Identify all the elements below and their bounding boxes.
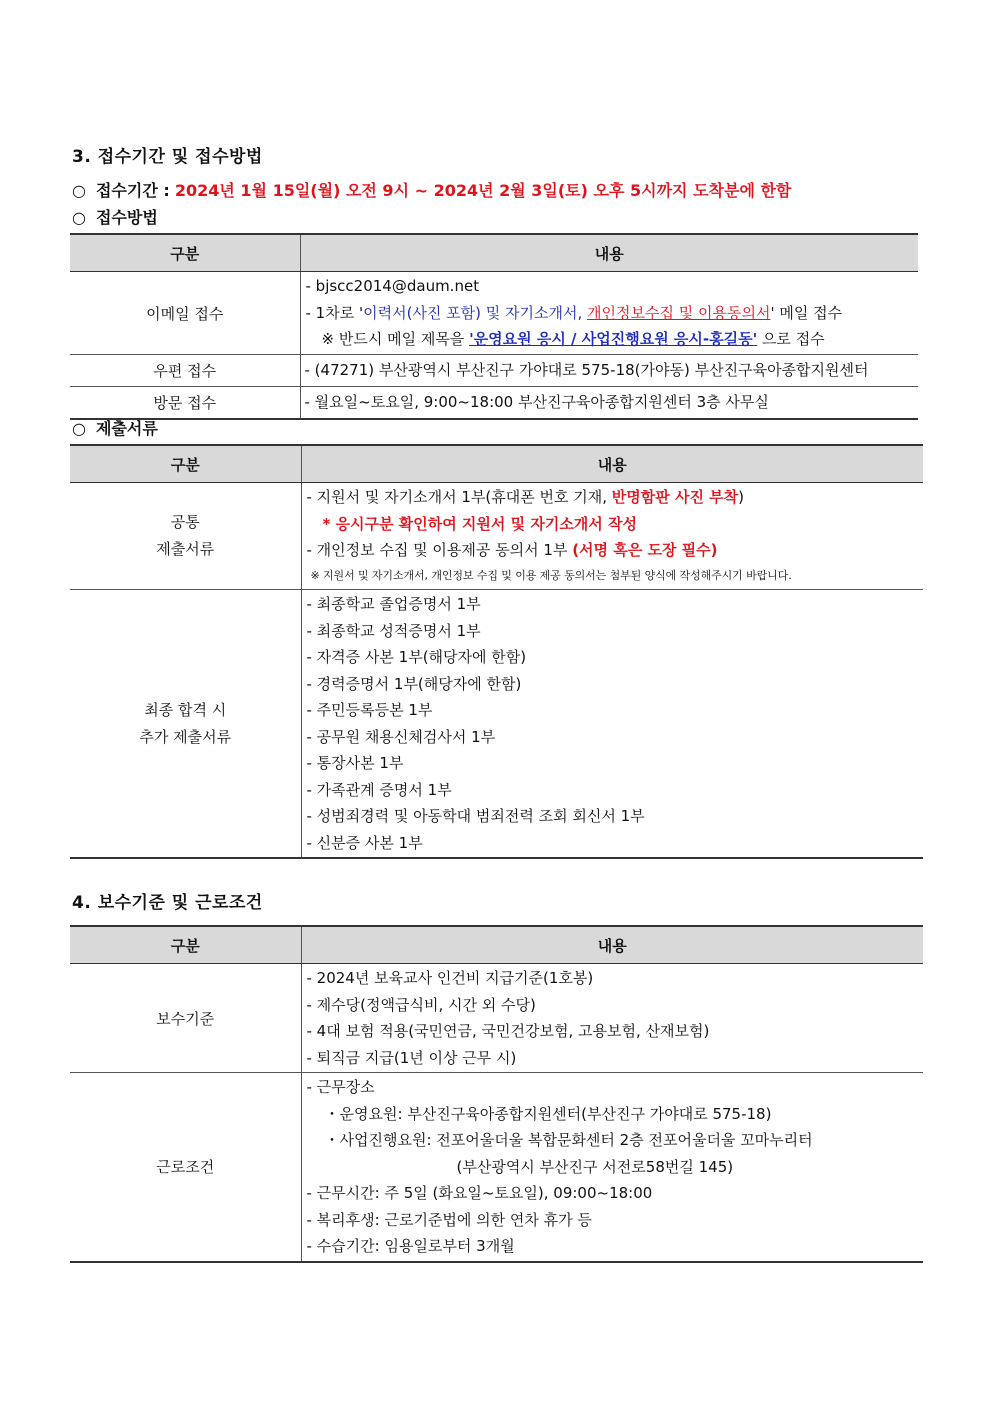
period-value: 2024년 1월 15일(월) 오전 9시 ~ 2024년 2월 3일(토) 오후 5시까지 도착분에 한함 [174,181,792,200]
row-label: 보수기준 [70,964,301,1073]
email-address: - bjscc2014@daum.net [305,277,480,296]
common-note: ※ 지원서 및 자기소개서, 개인정보 수집 및 이용 제공 동의서는 첨부된 양식에 작성해주시기 바랍니다. [310,568,792,582]
list-item: - 성범죄경력 및 아동학대 범죄전력 조회 회신서 1부 [306,807,645,825]
work-place: - 근무장소 [306,1078,375,1096]
common-line2: * 응시구분 확인하여 지원서 및 자기소개서 작성 [322,514,637,533]
list-item: - 공무원 채용신체검사서 1부 [306,727,496,746]
table-row [70,387,918,420]
row-content [301,1073,923,1262]
period-label: 접수기간 : [95,181,170,200]
table-row [70,1073,923,1262]
bullet-circle: ○ [72,419,86,438]
work-place-b-address: (부산광역시 부산진구 서전로58번길 145) [456,1157,734,1176]
email-line3: ※ 반드시 메일 제목을 '운영요원 응시 / 사업진행요원 응시-홍길동' 으로 접수 [321,330,825,349]
list-item: - 4대 보험 적용(국민연금, 국민건강보험, 고용보험, 산재보험) [306,1022,710,1040]
row-label [70,590,301,859]
section-3-title: 3. 접수기간 및 접수방법 [72,147,263,167]
docs-title: 제출서류 [95,419,158,438]
list-item: - 제수당(정액급식비, 시간 외 수당) [306,995,536,1014]
row-label: 우편 접수 [70,355,300,387]
list-item: - 가족관계 증명서 1부 [306,780,452,799]
section-4-title: 4. 보수기준 및 근로조건 [72,893,263,913]
header-category: 구분 [70,926,301,964]
table-row [70,355,918,387]
row-content [301,590,923,859]
visit-info: - 월요일~토요일, 9:00~18:00 부산진구육아종합지원센터 3층 사무실 [300,387,918,420]
final-label-1: 최종 합격 시 [144,700,227,719]
row-label: 근로조건 [70,1073,301,1262]
bullet-circle: ○ [72,181,86,200]
row-content [301,483,923,590]
work-place-a: ・운영요원: 부산진구육아종합지원센터(부산진구 가야대로 575-18) [324,1104,772,1123]
header-category: 구분 [70,234,300,272]
period-line [72,178,791,201]
work-welfare: - 복리후생: 근로기준법에 의한 연차 휴가 등 [306,1210,592,1229]
list-item: - 최종학교 성적증명서 1부 [306,621,481,640]
list-item: - 자격증 사본 1부(해당자에 한함) [306,648,527,666]
list-item: - 퇴직금 지급(1년 이상 근무 시) [306,1048,517,1067]
row-label [70,483,301,590]
list-item: - 2024년 보육교사 인건비 지급기준(1호봉) [306,969,594,987]
row-label: 이메일 접수 [70,272,300,355]
list-item: - 신분증 사본 1부 [306,833,423,852]
row-content [300,272,918,355]
list-item: - 최종학교 졸업증명서 1부 [306,595,481,613]
list-item: - 경력증명서 1부(해당자에 한함) [306,674,522,693]
method-label: 접수방법 [95,208,158,227]
work-place-b: ・사업진행요원: 전포어울더울 복합문화센터 2층 전포어울더울 꼬마누리터 [324,1131,813,1149]
docs-line [72,416,158,439]
work-hours: - 근무시간: 주 5일 (화요일~토요일), 09:00~18:00 [306,1184,653,1202]
header-category: 구분 [70,445,301,483]
common-line3: - 개인정보 수집 및 이용제공 동의서 1부 (서명 혹은 도장 필수) [306,541,718,560]
reception-table [70,233,918,420]
documents-table [70,444,923,859]
row-content [301,964,923,1073]
common-label-1: 공통 [170,513,200,531]
list-item: - 주민등록등본 1부 [306,701,433,719]
header-content: 내용 [300,234,918,272]
row-label: 방문 접수 [70,387,300,420]
list-item: - 통장사본 1부 [306,754,404,772]
header-content: 내용 [301,926,923,964]
table-row [70,483,923,590]
post-address: - (47271) 부산광역시 부산진구 가야대로 575-18(가야동) 부산진구육아종합지원센터 [300,355,918,387]
table-row [70,964,923,1073]
email-line2: - 1차로 '이력서(사진 포함) 및 자기소개서, 개인정보수집 및 이용동의서' 메일 접수 [305,303,843,322]
table-row [70,590,923,859]
bullet-circle: ○ [72,208,86,227]
final-label-2: 추가 제출서류 [139,727,232,746]
common-label-2: 제출서류 [156,540,215,558]
method-line [72,205,158,228]
common-line1: - 지원서 및 자기소개서 1부(휴대폰 번호 기재, 반명함판 사진 부착) [306,488,745,507]
header-content: 내용 [301,445,923,483]
pay-conditions-table [70,925,923,1263]
table-row [70,272,918,355]
work-probation: - 수습기간: 임용일로부터 3개월 [306,1237,515,1255]
